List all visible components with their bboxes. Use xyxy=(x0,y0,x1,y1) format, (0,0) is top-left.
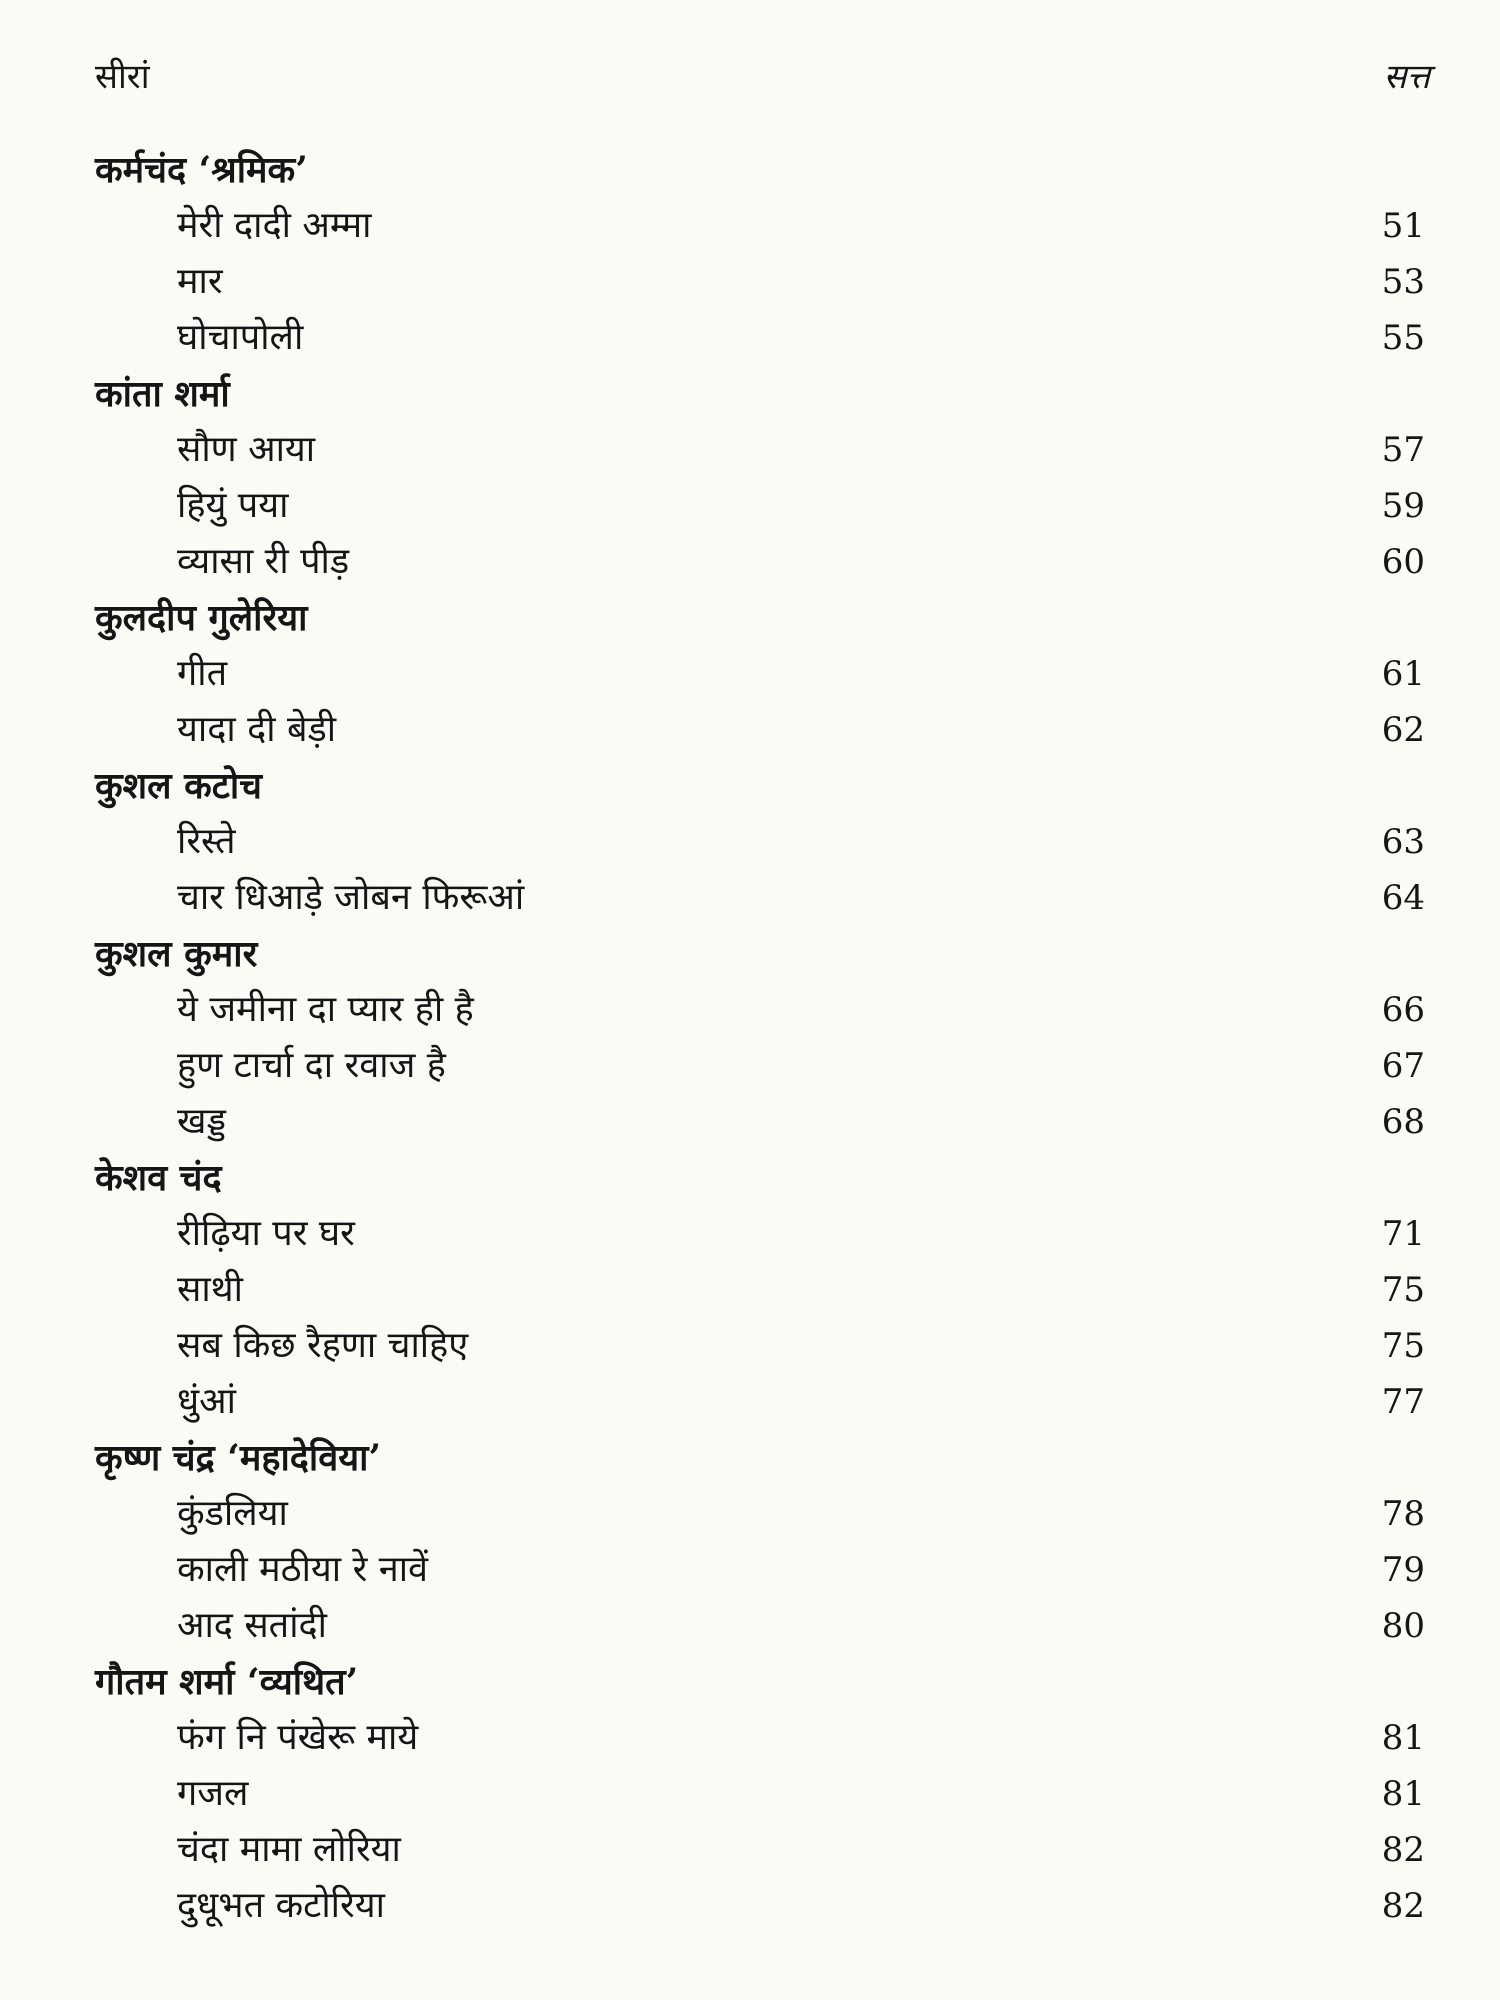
entry-page-number: 68 xyxy=(1381,1102,1425,1142)
toc-entry xyxy=(95,198,1425,254)
running-header xyxy=(95,52,1430,102)
entry-page-number: 64 xyxy=(1381,878,1425,918)
running-header-left: सीरां xyxy=(95,57,150,97)
toc-entry xyxy=(95,1710,1425,1766)
author-heading: गौतम शर्मा ‘व्यथित’ xyxy=(95,1661,359,1703)
entry-page-number: 75 xyxy=(1381,1326,1425,1366)
toc-entry xyxy=(95,1766,1425,1822)
toc-entry xyxy=(95,422,1425,478)
entry-title: सब किछ रैहणा चाहिए xyxy=(177,1325,469,1366)
toc-entry xyxy=(95,982,1425,1038)
entry-page-number: 55 xyxy=(1381,318,1425,358)
author-heading: कुशल कटोच xyxy=(95,765,263,807)
toc-section xyxy=(95,590,1425,758)
entry-page-number: 60 xyxy=(1381,542,1425,582)
toc-entry xyxy=(95,478,1425,534)
entry-title: रिस्ते xyxy=(177,821,236,862)
entry-title: सौण आया xyxy=(177,429,316,470)
toc-entry xyxy=(95,1486,1425,1542)
entry-page-number: 78 xyxy=(1381,1494,1425,1534)
entry-title: व्यासा री पीड़ xyxy=(177,541,350,582)
entry-page-number: 77 xyxy=(1381,1382,1425,1422)
toc-entry xyxy=(95,1598,1425,1654)
entry-title: ये जमीना दा प्यार ही है xyxy=(177,989,474,1030)
entry-page-number: 75 xyxy=(1381,1270,1425,1310)
entry-page-number: 62 xyxy=(1381,710,1425,750)
toc-entry xyxy=(95,1542,1425,1598)
entry-title: खड्ड xyxy=(177,1101,226,1142)
entry-title: धुंआं xyxy=(177,1381,236,1422)
toc-section xyxy=(95,1654,1425,1934)
toc-section xyxy=(95,1430,1425,1654)
toc-section xyxy=(95,758,1425,926)
entry-title: घोचापोली xyxy=(177,317,304,358)
running-header-right: सत्त xyxy=(1383,57,1430,97)
entry-page-number: 81 xyxy=(1381,1718,1425,1758)
toc-entry xyxy=(95,1822,1425,1878)
toc-section xyxy=(95,366,1425,590)
author-heading: कृष्ण चंद्र ‘महादेविया’ xyxy=(95,1437,382,1479)
toc-entry xyxy=(95,702,1425,758)
toc-entry xyxy=(95,646,1425,702)
entry-title: गीत xyxy=(177,653,228,694)
entry-title: हियुं पया xyxy=(177,485,289,526)
entry-page-number: 53 xyxy=(1381,262,1425,302)
toc-entry xyxy=(95,1878,1425,1934)
entry-title: आद सतांदी xyxy=(177,1605,327,1646)
author-heading: कर्मचंद ‘श्रमिक’ xyxy=(95,149,308,191)
author-heading: केशव चंद xyxy=(95,1157,222,1199)
toc-section xyxy=(95,1150,1425,1430)
table-of-contents xyxy=(95,142,1425,1934)
entry-page-number: 61 xyxy=(1381,654,1425,694)
entry-page-number: 57 xyxy=(1381,430,1425,470)
toc-entry xyxy=(95,1094,1425,1150)
toc-section xyxy=(95,142,1425,366)
entry-page-number: 51 xyxy=(1381,206,1425,246)
entry-title: यादा दी बेड़ी xyxy=(177,709,337,750)
author-heading: कुलदीप गुलेरिया xyxy=(95,597,308,639)
toc-entry xyxy=(95,534,1425,590)
toc-entry xyxy=(95,870,1425,926)
author-heading: कुशल कुमार xyxy=(95,933,258,975)
entry-title: हुण टार्चा दा रवाज है xyxy=(177,1045,446,1086)
entry-title: काली मठीया रे नावें xyxy=(177,1549,429,1590)
entry-title: कुंडलिया xyxy=(177,1493,288,1534)
toc-entry xyxy=(95,1262,1425,1318)
toc-entry xyxy=(95,1374,1425,1430)
toc-entry xyxy=(95,1038,1425,1094)
entry-title: चार धिआड़े जोबन फिरूआं xyxy=(177,877,525,918)
entry-title: गजल xyxy=(177,1773,249,1814)
entry-page-number: 63 xyxy=(1381,822,1425,862)
entry-page-number: 80 xyxy=(1381,1606,1425,1646)
toc-entry xyxy=(95,1318,1425,1374)
entry-page-number: 59 xyxy=(1381,486,1425,526)
entry-page-number: 79 xyxy=(1381,1550,1425,1590)
entry-title: मेरी दादी अम्मा xyxy=(177,205,372,246)
entry-title: साथी xyxy=(177,1269,243,1310)
author-heading: कांता शर्मा xyxy=(95,373,230,415)
entry-page-number: 82 xyxy=(1381,1830,1425,1870)
entry-title: दुधूभत कटोरिया xyxy=(177,1885,385,1926)
entry-title: चंदा मामा लोरिया xyxy=(177,1829,401,1870)
entry-title: फंग नि पंखेरू माये xyxy=(177,1717,419,1758)
toc-section xyxy=(95,926,1425,1150)
toc-entry xyxy=(95,1206,1425,1262)
entry-title: रीढ़िया पर घर xyxy=(177,1213,355,1254)
entry-page-number: 66 xyxy=(1381,990,1425,1030)
entry-page-number: 71 xyxy=(1381,1214,1425,1254)
toc-entry xyxy=(95,814,1425,870)
entry-page-number: 81 xyxy=(1381,1774,1425,1814)
entry-page-number: 82 xyxy=(1381,1886,1425,1926)
toc-entry xyxy=(95,310,1425,366)
toc-entry xyxy=(95,254,1425,310)
entry-title: मार xyxy=(177,261,223,302)
entry-page-number: 67 xyxy=(1381,1046,1425,1086)
